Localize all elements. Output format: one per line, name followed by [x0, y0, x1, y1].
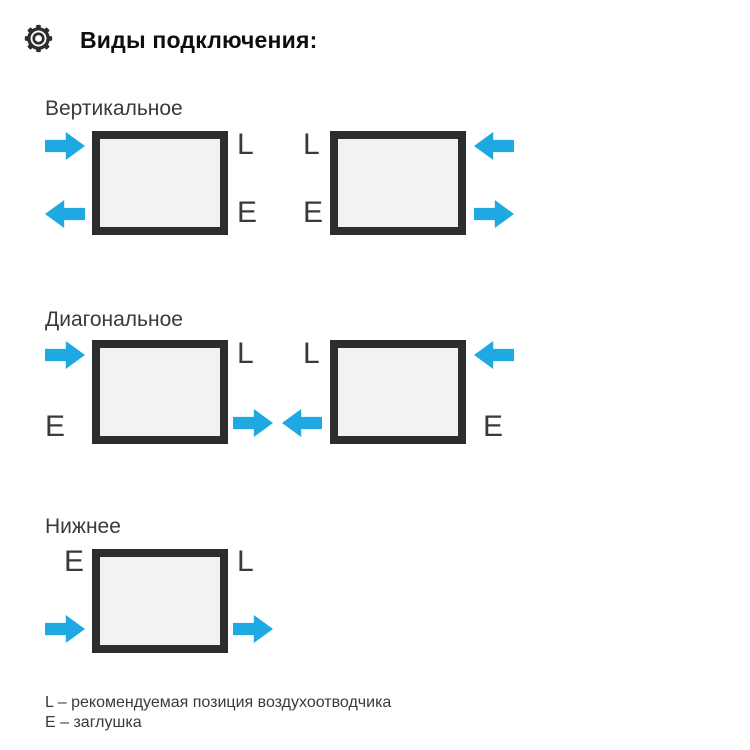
plug-label: E: [237, 196, 258, 229]
plug-label: E: [64, 545, 85, 578]
plug-label: E: [45, 410, 66, 443]
legend-line-air-vent: L – рекомендуемая позиция воздухоотводчика: [45, 694, 392, 711]
gear-icon: [24, 24, 53, 53]
flow-in-arrow: [474, 132, 514, 160]
radiator-rect: [92, 131, 228, 235]
flow-in-arrow: [45, 615, 85, 643]
flow-out-arrow: [233, 409, 273, 437]
legend-line-plug: E – заглушка: [45, 714, 142, 731]
plug-label: E: [303, 196, 324, 229]
radiator-rect: [330, 340, 466, 444]
air-vent-label: L: [303, 337, 320, 370]
air-vent-label: L: [237, 545, 254, 578]
section-label-vertical: Вертикальное: [45, 97, 183, 120]
flow-in-arrow: [45, 132, 85, 160]
flow-out-arrow: [282, 409, 322, 437]
page-title: Виды подключения:: [80, 27, 318, 53]
radiator-rect: [92, 549, 228, 653]
section-label-bottom: Нижнее: [45, 515, 121, 538]
air-vent-label: L: [237, 337, 254, 370]
air-vent-label: L: [237, 128, 254, 161]
section-label-diagonal: Диагональное: [45, 308, 183, 331]
flow-out-arrow: [233, 615, 273, 643]
radiator-rect: [92, 340, 228, 444]
air-vent-label: L: [303, 128, 320, 161]
flow-in-arrow: [474, 341, 514, 369]
legend: [45, 693, 391, 733]
radiator-rect: [330, 131, 466, 235]
flow-out-arrow: [45, 200, 85, 228]
flow-out-arrow: [474, 200, 514, 228]
flow-in-arrow: [45, 341, 85, 369]
plug-label: E: [483, 410, 504, 443]
